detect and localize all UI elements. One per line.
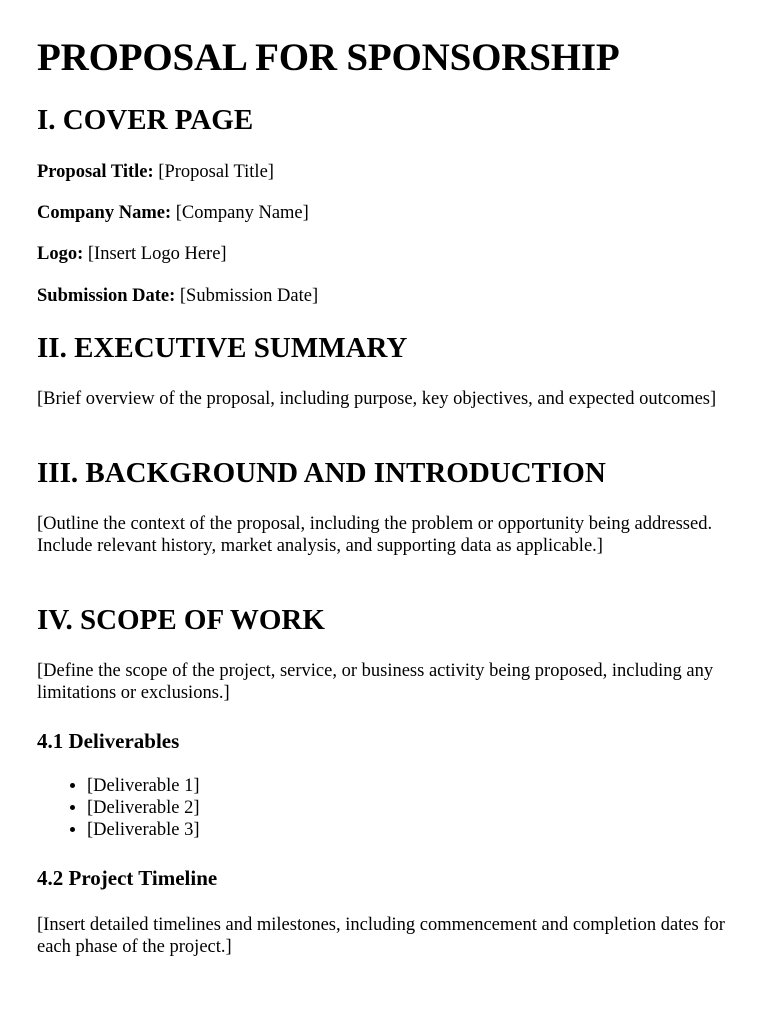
section-heading-background: III. BACKGROUND AND INTRODUCTION — [37, 457, 606, 489]
scope-of-work-text: [Define the scope of the project, service, or business activity being proposed, including any limitations or exclusions.] — [37, 661, 714, 703]
list-item: • [Deliverable 3] — [87, 819, 199, 841]
subsection-heading-deliverables: 4.1 Deliverables — [37, 729, 180, 753]
field-company-name — [37, 202, 737, 224]
document-title: PROPOSAL FOR SPONSORSHIP — [37, 36, 620, 79]
field-label: Proposal Title: — [37, 162, 154, 182]
field-submission-date — [37, 285, 737, 307]
field-value: [Company Name] — [175, 203, 309, 223]
project-timeline-text: [Insert detailed timelines and milestones, including commencement and completion dates for each phase of the project.] — [37, 915, 725, 957]
section-heading-scope-of-work: IV. SCOPE OF WORK — [37, 604, 325, 636]
field-value: [Submission Date] — [179, 286, 319, 306]
executive-summary-text: [Brief overview of the proposal, including purpose, key objectives, and expected outcomes] — [37, 389, 717, 409]
background-text: [Outline the context of the proposal, including the problem or opportunity being addressed. Include relevant history, market analysis, and supporting data as applicable.] — [37, 514, 713, 556]
deliverables-list — [37, 775, 199, 841]
field-label: Company Name: — [37, 203, 172, 223]
field-proposal-title — [37, 161, 737, 183]
field-logo — [37, 243, 737, 265]
field-label: Logo: — [37, 244, 84, 264]
field-value: [Insert Logo Here] — [87, 244, 227, 264]
section-heading-executive-summary: II. EXECUTIVE SUMMARY — [37, 332, 408, 364]
subsection-heading-project-timeline: 4.2 Project Timeline — [37, 866, 218, 890]
field-label: Submission Date: — [37, 286, 176, 306]
field-value: [Proposal Title] — [158, 162, 274, 182]
section-heading-cover-page: I. COVER PAGE — [37, 104, 254, 136]
list-item: • [Deliverable 2] — [87, 797, 199, 819]
list-item: • [Deliverable 1] — [87, 775, 199, 797]
